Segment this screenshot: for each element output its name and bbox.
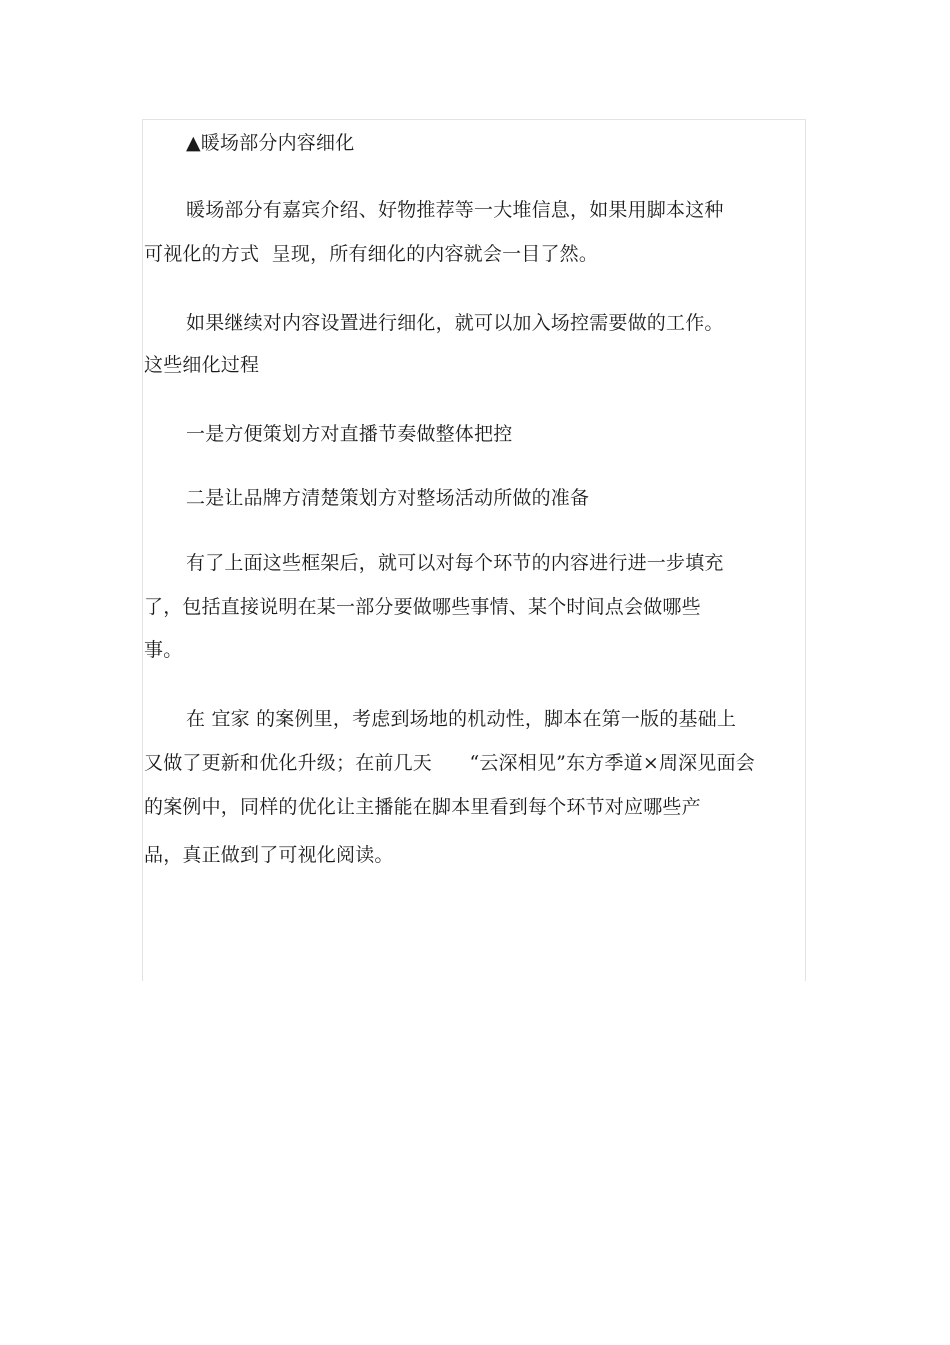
- paragraph-1-line-1: 暖场部分有嘉宾介绍、好物推荐等一大堆信息，如果用脚本这种: [186, 199, 724, 221]
- paragraph-3-line-2: 了，包括直接说明在某一部分要做哪些事情、某个时间点会做哪些: [144, 596, 701, 618]
- section-heading: ▲暖场部分内容细化: [186, 132, 355, 154]
- paragraph-2-line-2: 这些细化过程: [144, 354, 260, 376]
- point-2: 二是让品牌方清楚策划方对整场活动所做的准备: [186, 487, 590, 509]
- paragraph-4-line-1: 在 宜家 的案例里，考虑到场地的机动性，脚本在第一版的基础上: [186, 708, 737, 730]
- point-1: 一是方便策划方对直播节奏做整体把控: [186, 423, 513, 445]
- paragraph-2-line-1: 如果继续对内容设置进行细化，就可以加入场控需要做的工作。: [186, 312, 724, 334]
- paragraph-3-line-1: 有了上面这些框架后，就可以对每个环节的内容进行进一步填充: [186, 552, 724, 574]
- paragraph-4-line-4: 品，真正做到了可视化阅读。: [144, 844, 394, 866]
- paragraph-1-line-2: 可视化的方式 呈现，所有细化的内容就会一目了然。: [144, 243, 599, 265]
- paragraph-4-line-2: 又做了更新和优化升级；在前几天 “云深相见”东方季道×周深见面会: [144, 752, 755, 774]
- paragraph-3-line-3: 事。: [144, 639, 183, 661]
- paragraph-4-line-3: 的案例中，同样的优化让主播能在脚本里看到每个环节对应哪些产: [144, 796, 701, 818]
